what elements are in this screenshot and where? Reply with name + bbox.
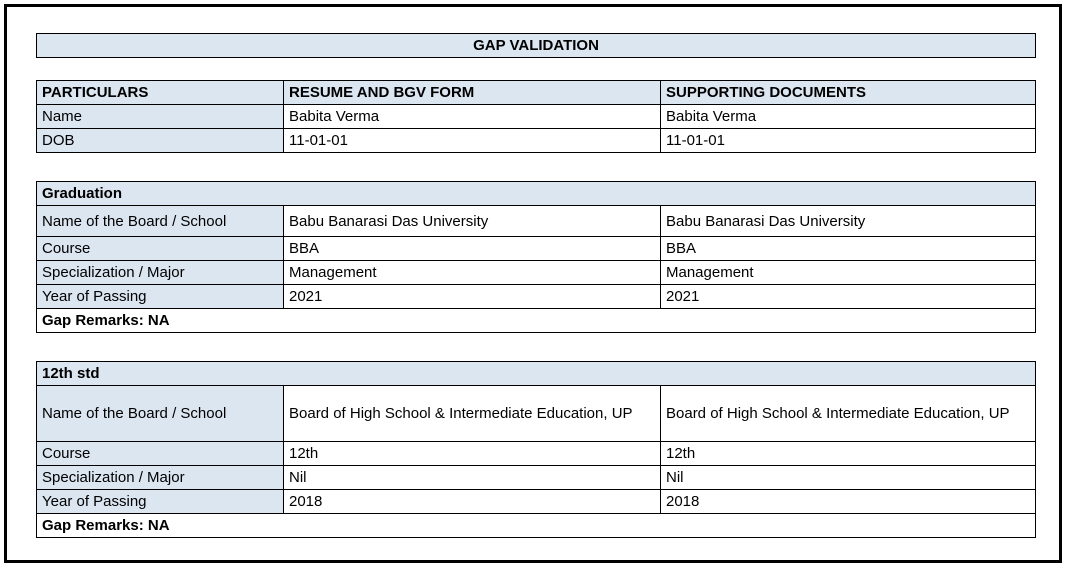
table-row-course [37,442,1036,466]
row-label-cell: DOB [37,129,284,153]
supporting-value-cell: 2018 [661,490,1036,514]
row-label-cell: Name [37,105,284,129]
resume-value-cell: BBA [284,237,661,261]
resume-value-cell: 2018 [284,490,661,514]
supporting-value-cell: Babu Banarasi Das University [661,206,1036,237]
row-label-cell: Course [37,237,284,261]
summary-header-row [37,81,1036,105]
supporting-value-cell: 11-01-01 [661,129,1036,153]
supporting-value-cell: Babita Verma [661,105,1036,129]
supporting-value-cell: Management [661,261,1036,285]
row-label-cell: Specialization / Major [37,466,284,490]
section-title: Graduation [37,182,1036,206]
row-label-cell: Name of the Board / School [37,386,284,442]
resume-value-cell: Babu Banarasi Das University [284,206,661,237]
page-title: GAP VALIDATION [36,33,1036,58]
document-content [7,7,1059,538]
table-row-name [37,105,1036,129]
row-label-cell: Specialization / Major [37,261,284,285]
row-label-cell: Name of the Board / School [37,206,284,237]
section-title: 12th std [37,362,1036,386]
supporting-value-cell: 2021 [661,285,1036,309]
row-label-cell: Course [37,442,284,466]
resume-value-cell: Management [284,261,661,285]
row-label-cell: Year of Passing [37,490,284,514]
document-frame [4,4,1062,563]
table-row-year-of-passing [37,490,1036,514]
table-row-board-school [37,206,1036,237]
column-header-particulars: PARTICULARS [37,81,284,105]
graduation-section-table [36,181,1036,333]
table-row-dob [37,129,1036,153]
table-row-year-of-passing [37,285,1036,309]
summary-table [36,80,1036,153]
supporting-value-cell: 12th [661,442,1036,466]
column-header-supporting-docs: SUPPORTING DOCUMENTS [661,81,1036,105]
supporting-value-cell: BBA [661,237,1036,261]
twelfth-std-section-table [36,361,1036,538]
table-row-board-school [37,386,1036,442]
supporting-value-cell: Board of High School & Intermediate Education, UP [661,386,1036,442]
resume-value-cell: Board of High School & Intermediate Education, UP [284,386,661,442]
table-row-specialization [37,466,1036,490]
column-header-resume-bgv: RESUME AND BGV FORM [284,81,661,105]
resume-value-cell: 2021 [284,285,661,309]
table-row-specialization [37,261,1036,285]
gap-remarks-row [37,514,1036,538]
gap-remarks: Gap Remarks: NA [37,514,1036,538]
table-row-course [37,237,1036,261]
gap-remarks: Gap Remarks: NA [37,309,1036,333]
row-label-cell: Year of Passing [37,285,284,309]
section-title-row [37,362,1036,386]
gap-remarks-row [37,309,1036,333]
section-title-row [37,182,1036,206]
resume-value-cell: Nil [284,466,661,490]
resume-value-cell: Babita Verma [284,105,661,129]
resume-value-cell: 12th [284,442,661,466]
supporting-value-cell: Nil [661,466,1036,490]
resume-value-cell: 11-01-01 [284,129,661,153]
